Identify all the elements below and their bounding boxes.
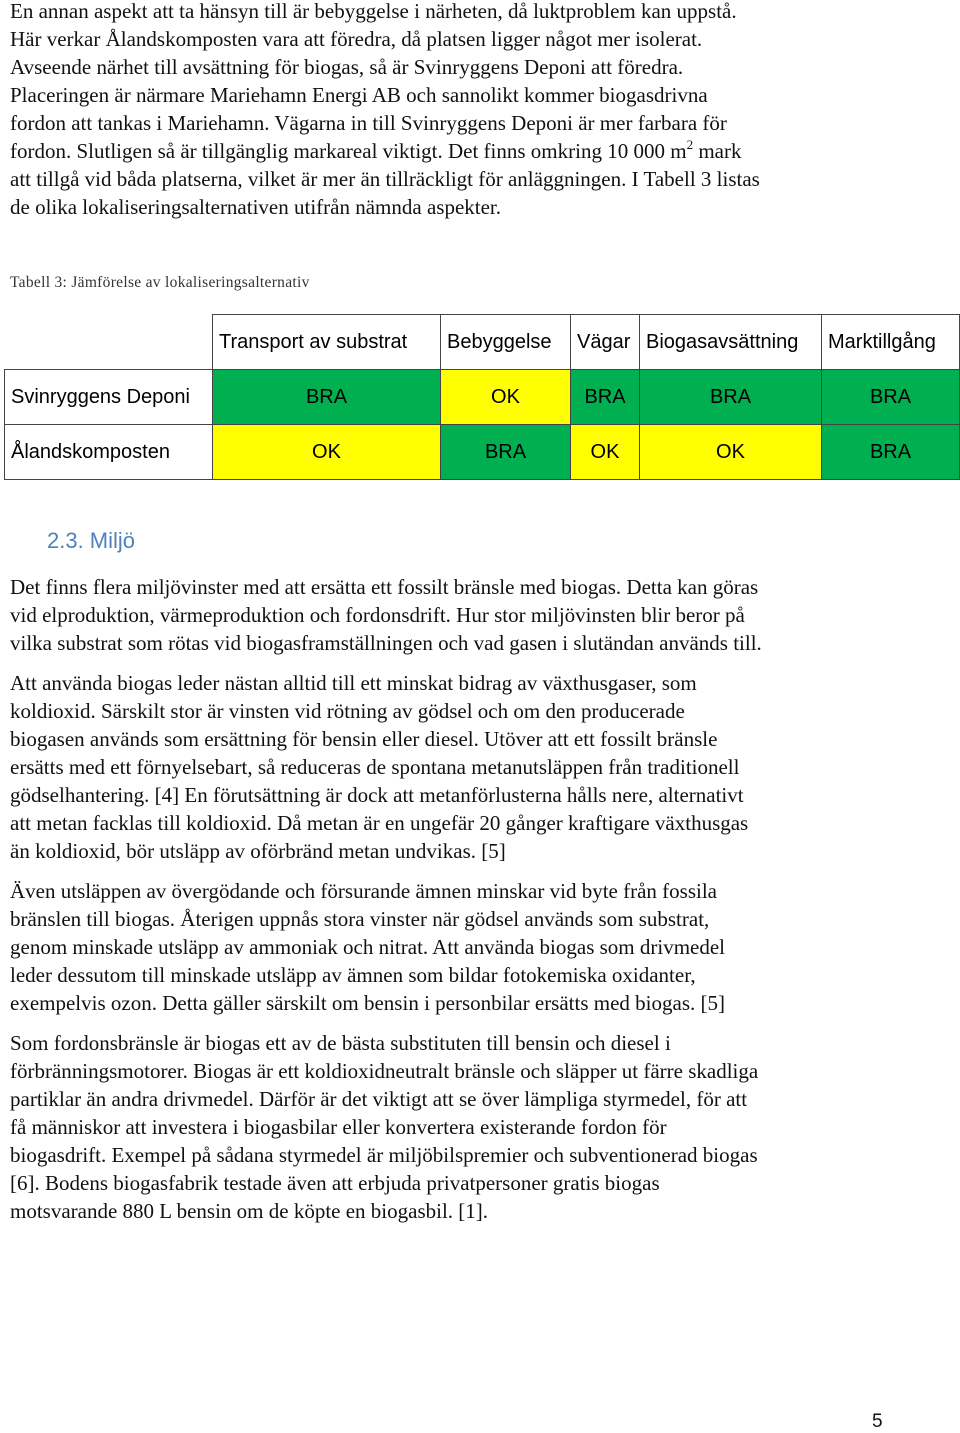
rating-cell: BRA	[571, 370, 640, 425]
text-line: att tillgå vid båda platserna, vilket är mer än tillräckligt för anläggningen. I Tabell 3 listas	[10, 167, 760, 191]
table-row	[5, 425, 960, 480]
rating-cell: OK	[571, 425, 640, 480]
rating-cell: OK	[441, 370, 571, 425]
text-line: de olika lokaliseringsalternativen utifrån nämnda aspekter.	[10, 195, 501, 219]
text-line: Avseende närhet till avsättning för biogas, så är Svinryggens Deponi att föredra.	[10, 55, 684, 79]
rating-cell: BRA	[213, 370, 441, 425]
text-line: vilka substrat som rötas vid biogasframställningen och vad gasen i slutändan används till.	[10, 631, 762, 655]
text-line: vid elproduktion, värmeproduktion och fordonsdrift. Hur stor miljövinsten blir beror på	[10, 603, 745, 627]
text-line: Placeringen är närmare Mariehamn Energi AB och sannolikt kommer biogasdrivna	[10, 83, 708, 107]
text-line: leder dessutom till minskade utsläpp av ämnen som bildar fotokemiska oxidanter,	[10, 963, 696, 987]
text-line-suffix: mark	[693, 139, 742, 163]
column-header: Bebyggelse	[441, 315, 571, 370]
text-line: En annan aspekt att ta hänsyn till är bebyggelse i närheten, då luktproblem kan uppstå.	[10, 0, 737, 23]
rating-cell: BRA	[640, 370, 822, 425]
text-line: bränslen till biogas. Återigen uppnås stora vinster när gödsel används som substrat,	[10, 907, 710, 931]
column-header: Biogasavsättning	[640, 315, 822, 370]
body-paragraph	[10, 669, 940, 865]
text-line: Att använda biogas leder nästan alltid till ett minskat bidrag av växthusgaser, som	[10, 671, 697, 695]
row-header: Ålandskomposten	[5, 425, 213, 480]
body-paragraph	[10, 1029, 940, 1225]
table-caption: Tabell 3: Jämförelse av lokaliseringsalternativ	[10, 274, 310, 291]
text-line: att metan facklas till koldioxid. Då metan är en ungefär 20 gånger kraftigare växthusgas	[10, 811, 749, 835]
text-line: fordon att tankas i Mariehamn. Vägarna in till Svinryggens Deponi är mer farbara för	[10, 111, 727, 135]
text-line: än koldioxid, bör utsläpp av oförbränd metan undvikas. [5]	[10, 839, 506, 863]
text-line: Här verkar Ålandskomposten vara att föredra, då platsen ligger något mer isolerat.	[10, 27, 703, 51]
rating-cell: OK	[640, 425, 822, 480]
body-paragraph	[10, 877, 940, 1017]
rating-cell: OK	[213, 425, 441, 480]
section-heading: 2.3. Miljö	[47, 528, 136, 553]
text-line: Som fordonsbränsle är biogas ett av de bästa substituten till bensin och diesel i	[10, 1031, 671, 1055]
comparison-table	[4, 314, 960, 480]
text-line: genom minskade utsläpp av ammoniak och nitrat. Att använda biogas som drivmedel	[10, 935, 726, 959]
text-line: biogasen används som ersättning för bensin eller diesel. Utöver att ett fossilt bränsle	[10, 727, 718, 751]
row-header: Svinryggens Deponi	[5, 370, 213, 425]
column-header: Transport av substrat	[213, 315, 441, 370]
rating-cell: BRA	[822, 425, 960, 480]
text-line: koldioxid. Särskilt stor är vinsten vid rötning av gödsel och om den producerade	[10, 699, 685, 723]
rating-cell: BRA	[441, 425, 571, 480]
text-line: [6]. Bodens biogasfabrik testade även att erbjuda privatpersoner gratis biogas	[10, 1171, 660, 1195]
text-line-with-superscript	[10, 137, 940, 165]
superscript-two: 2	[686, 137, 694, 152]
text-line: ersätts med ett förnyelsebart, så reduceras de spontana metanutsläppen från traditionell	[10, 755, 740, 779]
text-line: biogasdrift. Exempel på sådana styrmedel är miljöbilspremier och subventionerad biogas	[10, 1143, 758, 1167]
table-header-row	[5, 315, 960, 370]
text-line: fordon. Slutligen så är tillgänglig markareal viktigt. Det finns omkring 10 000 m	[10, 139, 687, 163]
table-corner-cell	[5, 315, 213, 370]
page-number: 5	[872, 1411, 883, 1432]
rating-cell: BRA	[822, 370, 960, 425]
text-line: gödselhantering. [4] En förutsättning är dock att metanförlusterna hålls nere, alternativt	[10, 783, 744, 807]
column-header: Vägar	[571, 315, 640, 370]
text-line: få människor att investera i biogasbilar eller konvertera existerande fordon för	[10, 1115, 667, 1139]
body-paragraph	[10, 573, 940, 657]
text-line: partiklar än andra drivmedel. Därför är det viktigt att se över lämpliga styrmedel, för att	[10, 1087, 748, 1111]
text-line: Det finns flera miljövinster med att ersätta ett fossilt bränsle med biogas. Detta kan göras	[10, 575, 759, 599]
text-line: Även utsläppen av övergödande och försurande ämnen minskar vid byte från fossila	[10, 879, 717, 903]
text-line: exempelvis ozon. Detta gäller särskilt om bensin i personbilar ersätts med biogas. [5]	[10, 991, 725, 1015]
text-line: motsvarande 880 L bensin om de köpte en biogasbil. [1].	[10, 1199, 489, 1223]
text-line: förbränningsmotorer. Biogas är ett koldioxidneutralt bränsle och släpper ut färre skadliga	[10, 1059, 759, 1083]
column-header: Marktillgång	[822, 315, 960, 370]
table-row	[5, 370, 960, 425]
intro-paragraph	[10, 0, 940, 221]
